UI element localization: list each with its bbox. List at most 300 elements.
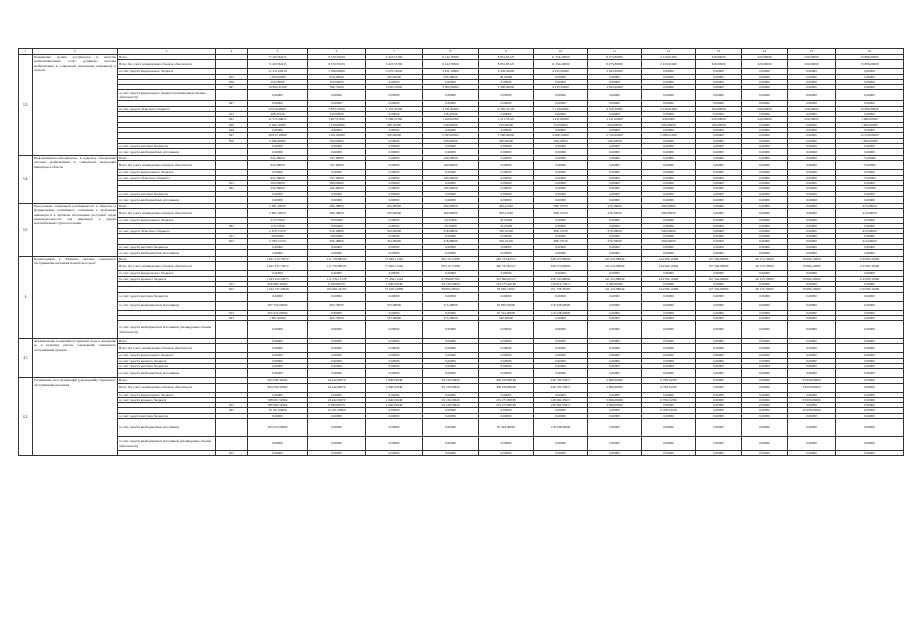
amount-cell: 71 467,82415 — [248, 60, 308, 69]
amount-cell: 604 630,32664 — [248, 378, 308, 383]
amount-cell: 0,00000 — [642, 143, 696, 148]
amount-cell: 0,00000 — [836, 397, 904, 402]
amount-cell: 596,18800 — [308, 239, 366, 244]
column-number-10: 10 — [534, 49, 588, 55]
amount-cell: 0,00000 — [308, 419, 366, 437]
amount-cell: 0,00000 — [742, 378, 788, 383]
amount-cell: 0,00000 — [588, 244, 642, 249]
amount-cell: 0,00000 — [534, 161, 588, 170]
amount-cell: 280,50000 — [366, 122, 423, 127]
table-row — [19, 149, 904, 156]
amount-cell: 250,00000 — [308, 79, 366, 84]
amount-cell: 0,00000 — [742, 437, 788, 451]
amount-cell: 0,00000 — [642, 112, 696, 117]
amount-cell: 6 798,34700 — [642, 383, 696, 392]
amount-cell: 0,00000 — [642, 358, 696, 363]
amount-cell: 0,00000 — [534, 315, 588, 320]
amount-cell: 0,00000 — [366, 437, 423, 451]
amount-cell: 0,00000 — [588, 79, 642, 84]
amount-cell: 0,00000 — [696, 250, 742, 257]
amount-cell: 0,00000 — [836, 79, 904, 84]
amount-cell: 318,68000 — [423, 228, 479, 233]
amount-cell: 0,00000 — [742, 127, 788, 132]
amount-cell: 0,00000 — [742, 344, 788, 353]
amount-cell: 0,00000 — [423, 79, 479, 84]
amount-cell: 3 996,00000 — [588, 403, 642, 408]
amount-cell: 10 161,00000 — [248, 408, 308, 413]
amount-cell: 11 354,20000 — [534, 55, 588, 60]
amount-cell: 0,00000 — [534, 149, 588, 156]
amount-cell: 0,00000 — [423, 339, 479, 344]
budget-code — [216, 292, 248, 301]
amount-cell: 0,00000 — [836, 112, 904, 117]
amount-cell: 0,00000 — [696, 281, 742, 286]
amount-cell: 0,00000 — [642, 413, 696, 418]
amount-cell: 415,00000 — [836, 209, 904, 218]
column-number-8: 8 — [423, 49, 479, 55]
amount-cell: 3 996,00000 — [588, 281, 642, 286]
amount-cell: 0,00000 — [742, 451, 788, 456]
funding-source: за счет средств федерального бюджета — [118, 271, 216, 276]
amount-cell: 0,00000 — [836, 353, 904, 358]
amount-cell: 75 618,31899 — [366, 287, 423, 292]
funding-source: за счет средств местных бюджетов — [118, 244, 216, 249]
amount-cell: 220,00000 — [788, 55, 836, 60]
amount-cell: 0,00000 — [534, 186, 588, 191]
amount-cell: 306 619,88189 — [479, 383, 534, 392]
section-name: Расширение сети организаций (учреждений) социального обслуживания населения — [33, 378, 118, 456]
budget-code: 815 — [216, 181, 248, 186]
amount-cell: 0,00000 — [642, 437, 696, 451]
amount-cell: 29 136,59620 — [423, 281, 479, 286]
amount-cell: 7 119,00000 — [534, 106, 588, 111]
amount-cell: 0,00000 — [742, 363, 788, 368]
funding-source — [118, 451, 216, 456]
amount-cell: 0,00000 — [366, 392, 423, 397]
funding-source: Всего — [118, 339, 216, 344]
amount-cell: 249,20000 — [588, 138, 642, 143]
amount-cell: 118 328,00000 — [534, 301, 588, 310]
amount-cell: 0,00000 — [534, 196, 588, 203]
amount-cell: 0,00000 — [788, 392, 836, 397]
amount-cell: 20,00000 — [248, 234, 308, 239]
budget-code: 812 — [216, 310, 248, 315]
amount-cell: 0,00000 — [642, 310, 696, 315]
amount-cell: 250,00000 — [308, 112, 366, 117]
amount-cell: 0,00000 — [366, 358, 423, 363]
funding-source: Всего — [118, 257, 216, 262]
amount-cell: 0,00000 — [588, 90, 642, 101]
amount-cell: 107 564,90000 — [696, 257, 742, 262]
amount-cell: 320,00000 — [696, 60, 742, 69]
budget-code: 812 — [216, 403, 248, 408]
amount-cell: 0,00000 — [308, 143, 366, 148]
amount-cell: 6 280,86079 — [308, 281, 366, 286]
amount-cell: 0,00000 — [788, 156, 836, 161]
amount-cell: 0,00000 — [788, 301, 836, 310]
amount-cell: 0,00000 — [742, 79, 788, 84]
amount-cell: 0,00000 — [642, 339, 696, 344]
amount-cell: 0,00000 — [248, 451, 308, 456]
amount-cell: 0,00000 — [534, 79, 588, 84]
amount-cell: 0,00000 — [788, 321, 836, 339]
amount-cell: 0,00000 — [836, 369, 904, 378]
amount-cell: 4 268,10000 — [534, 133, 588, 138]
budget-code — [216, 60, 248, 69]
amount-cell: 0,00000 — [788, 149, 836, 156]
amount-cell: 0,00000 — [588, 234, 642, 239]
table-row — [19, 209, 904, 218]
amount-cell: 0,00000 — [788, 175, 836, 180]
amount-cell: 276,30000 — [588, 239, 642, 244]
amount-cell: 0,00000 — [836, 170, 904, 175]
budget-table — [18, 48, 904, 456]
amount-cell: 2 153,47260 — [366, 106, 423, 111]
amount-cell: 0,00000 — [642, 218, 696, 223]
amount-cell: 0,00000 — [534, 143, 588, 148]
amount-cell: 220,00000 — [742, 117, 788, 122]
budget-code — [216, 209, 248, 218]
budget-code: 825 — [216, 408, 248, 413]
amount-cell: 0,00000 — [642, 363, 696, 368]
amount-cell: 0,00000 — [836, 281, 904, 286]
amount-cell: 583,00000 — [308, 181, 366, 186]
amount-cell: 388 806,32664 — [248, 403, 308, 408]
amount-cell: 0,00000 — [788, 181, 836, 186]
amount-cell: 9 570,70109 — [308, 60, 366, 69]
amount-cell: 318,68000 — [423, 239, 479, 244]
amount-cell: 0,00000 — [588, 156, 642, 161]
amount-cell: 100,00000 — [423, 156, 479, 161]
funding-source: Всего без учета планируемых объемов обязательств — [118, 383, 216, 392]
amount-cell: 0,00000 — [479, 170, 534, 175]
budget-code: 847 — [216, 133, 248, 138]
amount-cell: 50,32000 — [423, 223, 479, 228]
amount-cell: 1 211,55125 — [479, 117, 534, 122]
amount-cell: 0,00000 — [788, 133, 836, 138]
amount-cell: 75,00000 — [836, 161, 904, 170]
amount-cell: 158,47940 — [423, 112, 479, 117]
amount-cell: 0,00000 — [534, 74, 588, 79]
amount-cell: 0,00000 — [588, 223, 642, 228]
funding-source: за счет средств местных бюджетов — [118, 363, 216, 368]
amount-cell: 0,00000 — [788, 234, 836, 239]
amount-cell: 0,00000 — [366, 353, 423, 358]
amount-cell: 6 798,34700 — [642, 408, 696, 413]
column-number-2: 2 — [33, 49, 118, 55]
amount-cell: 0,00000 — [588, 315, 642, 320]
amount-cell: 0,00000 — [366, 321, 423, 339]
amount-cell: 0,00000 — [788, 315, 836, 320]
column-number-6: 6 — [308, 49, 366, 55]
amount-cell: 0,00000 — [742, 413, 788, 418]
amount-cell: 0,00000 — [588, 353, 642, 358]
amount-cell: 0,00000 — [788, 358, 836, 363]
amount-cell: 0,00000 — [696, 419, 742, 437]
amount-cell: 0,00000 — [366, 196, 423, 203]
amount-cell: 0,00000 — [479, 344, 534, 353]
amount-cell: 3 945,60000 — [588, 69, 642, 74]
amount-cell: 0,00000 — [696, 170, 742, 175]
budget-code — [216, 419, 248, 437]
amount-cell: 220,00000 — [788, 106, 836, 111]
column-number-11: 11 — [588, 49, 642, 55]
amount-cell: 0,00000 — [588, 451, 642, 456]
amount-cell: 0,00000 — [742, 161, 788, 170]
table-row — [19, 161, 904, 170]
amount-cell: 0,00000 — [588, 419, 642, 437]
amount-cell: 0,00000 — [742, 143, 788, 148]
amount-cell: 0,00000 — [588, 101, 642, 106]
amount-cell: 0,00000 — [642, 223, 696, 228]
amount-cell: 205 672,00000 — [248, 419, 308, 437]
amount-cell: 0,00000 — [366, 191, 423, 196]
amount-cell: 1 861,90000 — [248, 315, 308, 320]
amount-cell: 67 899,87784 — [423, 276, 479, 281]
amount-cell: 0,00000 — [308, 392, 366, 397]
amount-cell: 2 098,91490 — [642, 133, 696, 138]
amount-cell: 0,00000 — [836, 196, 904, 203]
budget-code: 815 — [216, 74, 248, 79]
amount-cell: 144 582,11984 — [642, 257, 696, 262]
amount-cell: 0,00000 — [366, 156, 423, 161]
amount-cell: 0,00000 — [696, 161, 742, 170]
amount-cell: 0,00000 — [742, 186, 788, 191]
amount-cell: 0,00000 — [788, 244, 836, 249]
amount-cell: 0,00000 — [836, 358, 904, 363]
amount-cell: 0,00000 — [742, 315, 788, 320]
amount-cell: 0,00000 — [696, 85, 742, 90]
amount-cell: 2 981,28070 — [248, 209, 308, 218]
amount-cell: 75,00000 — [836, 156, 904, 161]
amount-cell: 0,00000 — [366, 170, 423, 175]
funding-source: Всего — [118, 378, 216, 383]
amount-cell: 0,00000 — [588, 250, 642, 257]
amount-cell: 0,00000 — [642, 281, 696, 286]
amount-cell: 0,00000 — [479, 101, 534, 106]
amount-cell: 0,00000 — [366, 127, 423, 132]
amount-cell: 6 798,34700 — [642, 397, 696, 402]
amount-cell: 0,00000 — [696, 353, 742, 358]
amount-cell: 0,00000 — [534, 218, 588, 223]
amount-cell: 75,00000 — [836, 175, 904, 180]
amount-cell: 15 886,00000 — [836, 60, 904, 69]
amount-cell: 0,00000 — [788, 69, 836, 74]
funding-source: за счет средств внебюджетных источников — [118, 301, 216, 310]
amount-cell: 0,00000 — [479, 79, 534, 84]
amount-cell: 0,00000 — [479, 451, 534, 456]
amount-cell: 3 945,60000 — [588, 85, 642, 90]
amount-cell: 0,00000 — [836, 292, 904, 301]
amount-cell: 0,00000 — [742, 101, 788, 106]
amount-cell: 145 210,88640 — [588, 262, 642, 271]
amount-cell: 0,00000 — [742, 244, 788, 249]
amount-cell: 0,00000 — [836, 413, 904, 418]
amount-cell: 1 840,91848 — [366, 397, 423, 402]
amount-cell: 15 886,00000 — [836, 106, 904, 111]
amount-cell: 0,00000 — [642, 74, 696, 79]
amount-cell: 0,00000 — [366, 175, 423, 180]
amount-cell: 0,00000 — [696, 74, 742, 79]
amount-cell: 28 817,16699 — [248, 133, 308, 138]
amount-cell: 0,00000 — [248, 369, 308, 378]
amount-cell: 0,00000 — [479, 191, 534, 196]
amount-cell: 0,00000 — [742, 234, 788, 239]
amount-cell: 68 513,17288 — [423, 262, 479, 271]
amount-cell: 349,20000 — [534, 138, 588, 143]
amount-cell: 0,00000 — [742, 196, 788, 203]
amount-cell: 0,00000 — [366, 186, 423, 191]
amount-cell: 320,16320 — [479, 239, 534, 244]
amount-cell: 0,00000 — [642, 301, 696, 310]
amount-cell: 0,00000 — [742, 383, 788, 392]
funding-source: Всего без учета планируемых объемов обязательств — [118, 262, 216, 271]
amount-cell: 225,00000 — [366, 74, 423, 79]
funding-source: за счет средств областного бюджета — [118, 106, 216, 111]
amount-cell: 0,00000 — [788, 79, 836, 84]
table-row — [19, 383, 904, 392]
amount-cell: 0,00000 — [366, 451, 423, 456]
amount-cell: 0,00000 — [742, 239, 788, 244]
table-row — [19, 321, 904, 339]
amount-cell: 0,00000 — [836, 218, 904, 223]
amount-cell: 0,00000 — [534, 175, 588, 180]
amount-cell: 0,00000 — [308, 127, 366, 132]
amount-cell: 8 142,78300 — [423, 55, 479, 60]
amount-cell: 0,00000 — [696, 133, 742, 138]
amount-cell: 0,00000 — [788, 369, 836, 378]
amount-cell: 0,00000 — [642, 369, 696, 378]
amount-cell: 0,00000 — [742, 69, 788, 74]
table-row — [19, 250, 904, 257]
amount-cell: 0,00000 — [588, 369, 642, 378]
amount-cell: 320,00000 — [696, 106, 742, 111]
amount-cell: 0,00000 — [534, 408, 588, 413]
table-row — [19, 419, 904, 437]
amount-cell: 0,00000 — [366, 79, 423, 84]
amount-cell: 0,00000 — [696, 397, 742, 402]
amount-cell: 1 840,91848 — [366, 378, 423, 383]
amount-cell: 1 400,00000 — [836, 122, 904, 127]
amount-cell: 0,00000 — [308, 271, 366, 276]
amount-cell: 0,00000 — [836, 244, 904, 249]
budget-code: 825 — [216, 223, 248, 228]
amount-cell: 0,00000 — [742, 138, 788, 143]
amount-cell: 330,16320 — [479, 228, 534, 233]
amount-cell: 0,00000 — [248, 250, 308, 257]
amount-cell: 0,00000 — [366, 138, 423, 143]
amount-cell: 0,00000 — [836, 250, 904, 257]
budget-code: 815 — [216, 234, 248, 239]
amount-cell: 10 161,00000 — [308, 408, 366, 413]
amount-cell: 0,00000 — [742, 74, 788, 79]
amount-cell: 0,00000 — [742, 218, 788, 223]
amount-cell: 0,00000 — [642, 353, 696, 358]
amount-cell: 0,00000 — [423, 369, 479, 378]
amount-cell: 583,00000 — [248, 181, 308, 186]
amount-cell: 0,00000 — [248, 363, 308, 368]
amount-cell: 1 840,91848 — [366, 383, 423, 392]
amount-cell: 0,00000 — [588, 310, 642, 315]
amount-cell: 348 475,86094 — [534, 257, 588, 262]
column-number-13: 13 — [696, 49, 742, 55]
funding-source: за счет средств федерального бюджета — [118, 392, 216, 397]
amount-cell: 350,00000 — [366, 133, 423, 138]
amount-cell: 4 331,60300 — [423, 106, 479, 111]
amount-cell: 1 104 797,56048 — [248, 287, 308, 292]
amount-cell: 0,00000 — [308, 344, 366, 353]
amount-cell: 0,00000 — [308, 191, 366, 196]
amount-cell: 93 995,12697 — [479, 287, 534, 292]
amount-cell: 0,00000 — [308, 358, 366, 363]
amount-cell: 352,00000 — [366, 203, 423, 208]
amount-cell: 46 155,70000 — [742, 276, 788, 281]
amount-cell: 0,00000 — [248, 90, 308, 101]
amount-cell: 2 219,91490 — [642, 55, 696, 60]
amount-cell: 107 564,90000 — [696, 262, 742, 271]
amount-cell: 0,00000 — [836, 149, 904, 156]
amount-cell: 0,00000 — [788, 363, 836, 368]
amount-cell: 0,00000 — [642, 186, 696, 191]
amount-cell: 0,00000 — [366, 223, 423, 228]
amount-cell: 205 672,00000 — [248, 310, 308, 315]
amount-cell: 0,00000 — [642, 344, 696, 353]
amount-cell: 144 582,11984 — [642, 276, 696, 281]
amount-cell: 465,70000 — [308, 301, 366, 310]
funding-source: за счет средств местных бюджетов — [118, 191, 216, 196]
amount-cell: 0,00000 — [588, 186, 642, 191]
amount-cell: 535,98000 — [366, 315, 423, 320]
amount-cell: 0,00000 — [248, 353, 308, 358]
amount-cell: 0,00000 — [742, 419, 788, 437]
amount-cell: 0,00000 — [534, 101, 588, 106]
amount-cell: 79 684,10000 — [788, 262, 836, 271]
amount-cell: 0,00000 — [788, 186, 836, 191]
amount-cell: 0,00000 — [423, 149, 479, 156]
amount-cell: 0,00000 — [836, 101, 904, 106]
amount-cell: 0,00000 — [423, 101, 479, 106]
amount-cell: 0,00000 — [588, 161, 642, 170]
amount-cell: 0,00000 — [366, 244, 423, 249]
amount-cell: 0,00000 — [742, 310, 788, 315]
amount-cell: 219 275,88189 — [479, 403, 534, 408]
amount-cell: 246 720,35617 — [534, 383, 588, 392]
amount-cell: 0,00000 — [788, 161, 836, 170]
amount-cell: 0,00000 — [534, 392, 588, 397]
amount-cell: 313,30000 — [423, 315, 479, 320]
amount-cell: 0,00000 — [479, 363, 534, 368]
amount-cell: 6 798,34700 — [642, 378, 696, 383]
amount-cell: 0,00000 — [588, 149, 642, 156]
amount-cell: 0,00000 — [423, 90, 479, 101]
amount-cell: 0,00000 — [696, 196, 742, 203]
amount-cell: 0,00000 — [248, 170, 308, 175]
table-row — [19, 369, 904, 378]
amount-cell: 0,00000 — [836, 451, 904, 456]
amount-cell: 0,00000 — [534, 170, 588, 175]
funding-source: за счет средств внебюджетных источников — [118, 369, 216, 378]
amount-cell: 0,00000 — [479, 127, 534, 132]
amount-cell: 70,00000 — [308, 223, 366, 228]
amount-cell: 2 219,91490 — [642, 106, 696, 111]
amount-cell: 0,00000 — [788, 203, 836, 208]
funding-source: Всего без учета планируемых объемов обязательств — [118, 209, 216, 218]
amount-cell: 8 851,65125 — [479, 60, 534, 69]
amount-cell: 0,00000 — [742, 191, 788, 196]
section-number: 4 — [19, 257, 33, 339]
amount-cell: 369,00000 — [423, 203, 479, 208]
amount-cell: 0,00000 — [836, 181, 904, 186]
